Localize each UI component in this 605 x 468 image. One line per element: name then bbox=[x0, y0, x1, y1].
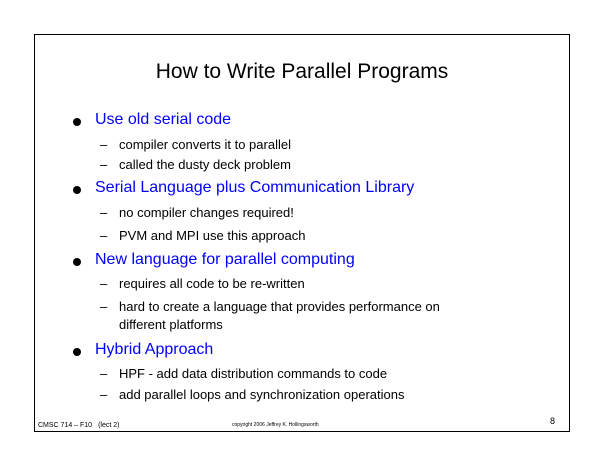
bullet-item-heading: Serial Language plus Communication Library bbox=[95, 179, 415, 196]
footer-course-info bbox=[38, 421, 120, 430]
bullet-item-heading: New language for parallel computing bbox=[95, 251, 355, 268]
sub-bullet-text: no compiler changes required! bbox=[119, 205, 294, 220]
sub-bullet-text-continuation: different platforms bbox=[119, 317, 223, 332]
sub-bullet-dash: – bbox=[100, 205, 108, 220]
bullet-dot bbox=[73, 186, 81, 194]
sub-bullet-dash: – bbox=[100, 299, 108, 314]
sub-bullet-text: called the dusty deck problem bbox=[119, 157, 291, 172]
sub-bullet-text: requires all code to be re-written bbox=[119, 276, 305, 291]
sub-bullet-text: hard to create a language that provides performance on bbox=[119, 299, 440, 314]
bullet-dot bbox=[73, 348, 81, 356]
bullet-item-heading: Use old serial code bbox=[95, 111, 232, 128]
sub-bullet-text: PVM and MPI use this approach bbox=[119, 228, 306, 243]
page-number: 8 bbox=[550, 416, 556, 426]
sub-bullet-dash: – bbox=[100, 366, 108, 381]
sub-bullet-text: compiler converts it to parallel bbox=[119, 137, 291, 152]
bullet-item-heading: Hybrid Approach bbox=[95, 341, 214, 358]
bullet-dot bbox=[73, 258, 81, 266]
bullet-dot bbox=[73, 118, 81, 126]
sub-bullet-dash: – bbox=[100, 137, 108, 152]
sub-bullet-dash: – bbox=[100, 387, 108, 402]
sub-bullet-dash: – bbox=[100, 157, 108, 172]
footer-course: CMSC 714 – F10 bbox=[38, 422, 93, 429]
footer-lecture: (lect 2) bbox=[98, 422, 120, 429]
sub-bullet-dash: – bbox=[100, 276, 108, 291]
footer-copyright: copyright 2006 Jeffrey K. Hollingsworth bbox=[232, 422, 319, 428]
sub-bullet-text: add parallel loops and synchronization operations bbox=[119, 387, 405, 402]
sub-bullet-dash: – bbox=[100, 228, 108, 243]
slide-title: How to Write Parallel Programs bbox=[155, 60, 449, 83]
sub-bullet-text: HPF - add data distribution commands to code bbox=[119, 366, 388, 381]
